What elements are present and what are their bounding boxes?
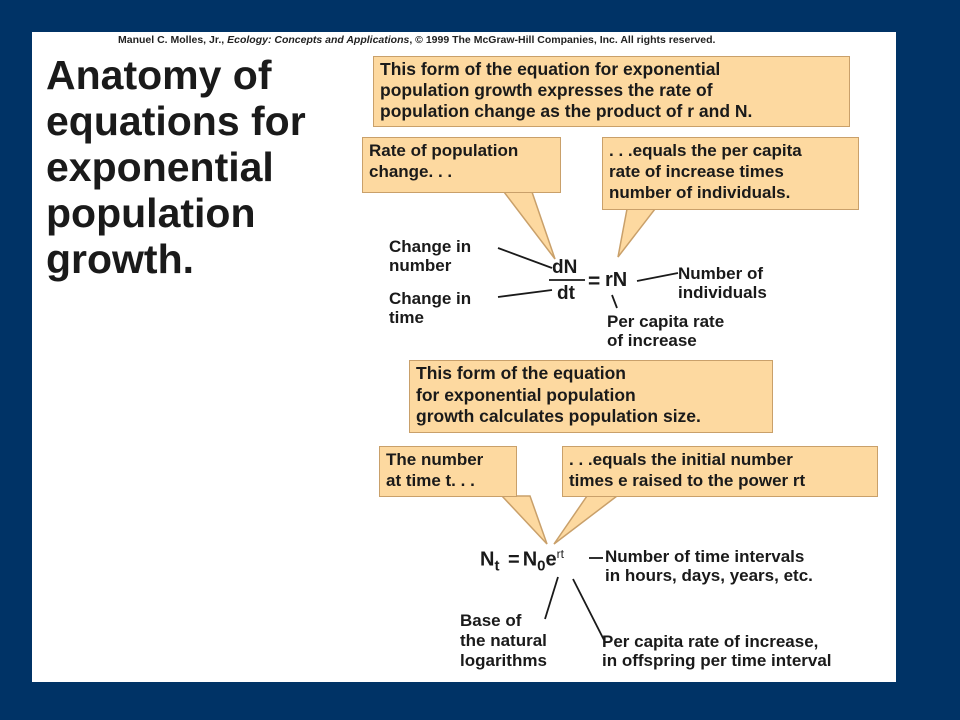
callout-tail-left-1: [504, 192, 555, 259]
label-per-capita-rate-2: Per capita rate of increase, in offspring per time interval: [602, 632, 832, 670]
rhs-rN: rN: [605, 269, 628, 291]
leader-change-time: [498, 290, 552, 297]
callout-equals-per-capita: . . .equals the per capita rate of increase times number of individuals.: [602, 137, 859, 210]
label-change-in-number: Change in number: [389, 237, 472, 275]
header-box-rate-equation: This form of the equation for exponential population growth expresses the rate of population change as the product of r and N.: [373, 56, 850, 127]
subscript-0: 0: [537, 557, 546, 575]
equals-sign-1: =: [588, 270, 601, 293]
label-number-of-individuals: Number of individuals: [678, 264, 767, 302]
rhs-N: N: [522, 548, 538, 571]
callout-rate-of-change: Rate of population change. . .: [362, 137, 561, 193]
exponent-rt: rt: [556, 547, 564, 561]
lhs-N: N: [480, 548, 495, 571]
leader-change-number: [498, 248, 552, 268]
callout-initial-number: . . .equals the initial number times e raised to the power rt: [562, 446, 878, 497]
callout-number-at-time-t: The number at time t. . .: [379, 446, 517, 497]
denominator-dt: dt: [557, 283, 575, 304]
copyright-credit: Manuel C. Molles, Jr., Ecology: Concepts and Applications, © 1999 The McGraw-Hill Companies, Inc. All rights reserved.: [118, 34, 716, 46]
header-box-size-equation: This form of the equation for exponential population growth calculates population size.: [409, 360, 773, 433]
callout-tail-right-2: [554, 496, 617, 544]
slide: [32, 32, 896, 682]
label-number-of-time-intervals: Number of time intervals in hours, days, years, etc.: [605, 547, 813, 585]
equation-population-size: [480, 547, 564, 575]
leader-per-capita-1: [612, 295, 617, 308]
label-change-in-time: Change in time: [389, 289, 472, 327]
callout-tail-right-1: [618, 209, 655, 257]
base-e: e: [545, 548, 557, 571]
label-base-natural-log: Base of the natural logarithms: [460, 611, 547, 670]
numerator-dN: dN: [552, 257, 578, 278]
equals-sign-2: =: [508, 548, 520, 571]
slide-title: Anatomy of equations for exponential population growth.: [46, 52, 306, 282]
leader-per-capita-2: [573, 579, 604, 640]
label-per-capita-rate-1: Per capita rate of increase: [607, 312, 725, 350]
leader-base: [545, 577, 558, 619]
callout-tail-left-2: [502, 496, 547, 544]
subscript-t: t: [494, 557, 500, 575]
leader-num-individuals: [637, 273, 678, 281]
